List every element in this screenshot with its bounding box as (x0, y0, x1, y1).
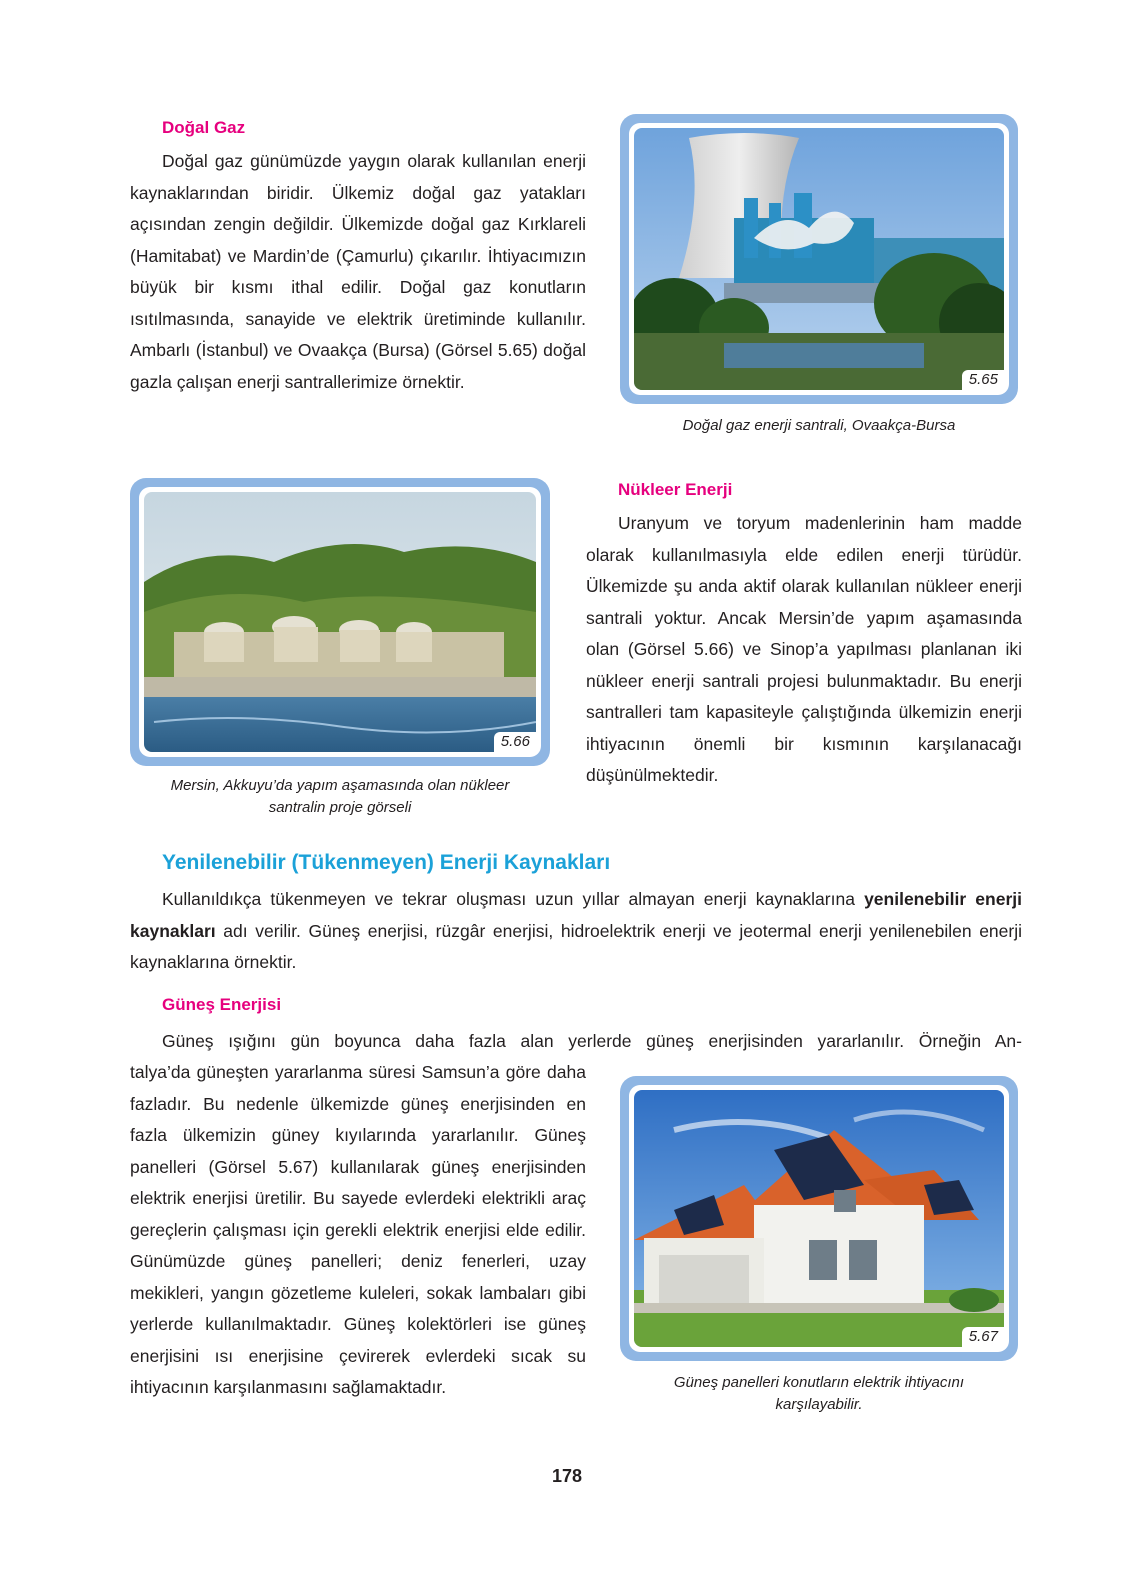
natural-gas-text: Doğal gaz günümüzde yaygın olarak kullanılan enerji kaynaklarından biridir. Ülkemiz doğal gaz yatakları açısından zengin değildir. Ülkemizde doğal gaz Kırklareli (Hamitabat) ve Mardin’de (Çamurlu) çıkarılır. İhtiyacımızın büyük bir kısmı ithal edilir. Doğal gaz konutların ısıtılmasında, sanayide ve elektrik üretiminde kullanılır. Ambarlı (İstanbul) ve Ovaakça (Bursa) (Görsel 5.65) doğal gazla çalışan enerji santrallerimize örnektir. (130, 151, 586, 392)
solar-paragraph (130, 1057, 586, 1404)
figure-5-65 (620, 114, 1018, 404)
page-number: 178 (551, 1466, 583, 1486)
caption-5-66-line1: Mersin, Akkuyu’da yapım aşamasında olan nükleer (170, 777, 510, 794)
solar-house-photo (634, 1090, 1004, 1347)
solar-text: talya’da güneşten yararlanma süresi Samsun’a göre daha fazladır. Bu nedenle ülkemizde güneş enerjisinden en fazla ülkemizin güney kıyılarında yararlanılır. Güneş panelleri (Görsel 5.67) kullanılarak güneş enerjisinden elektrik enerjisi üretilir. Bu sayede evlerdeki elektrikli araç gereçlerin çalışması için gerekli elektrik enerjisi elde edilir. Günümüzde güneş panelleri; deniz fenerleri, uzay mekikleri, yangın gözetleme kuleleri, sokak lambaları gibi yerlerde kullanılmaktadır. Güneş kolektörleri ise güneş enerjisini ısı enerjisine çevirerek evlerdeki sıcak su ihtiyacının karşılanmasını sağlamaktadır. (130, 1062, 586, 1397)
caption-5-65: Doğal gaz enerji santrali, Ovaakça-Bursa (682, 417, 956, 434)
natural-gas-paragraph (130, 146, 586, 398)
natural-gas-heading: Doğal Gaz (162, 118, 246, 137)
caption-5-67 (620, 1372, 1018, 1416)
figure-number-5-66: 5.66 (494, 732, 536, 752)
nuclear-text: Uranyum ve toryum madenlerinin ham madde olarak kullanılmasıyla elde edilen enerji türüdür. Ülkemizde şu anda aktif olarak kullanılan nükleer enerji santrali yoktur. Ancak Mersin’de yapım aşamasında olan (Görsel 5.66) ve Sinop’a yapılması planlanan iki nükleer enerji santrali projesi bulunmaktadır. Bu enerji santralleri tam kapasiteyle çalıştığında ülkemizin enerji ihtiyacının önemli bir kısmının karşılanacağı düşünülmektedir. (586, 513, 1022, 785)
figure-number-5-65: 5.65 (962, 370, 1004, 390)
figure-number-5-67: 5.67 (962, 1327, 1004, 1347)
caption-5-67-line1: Güneş panelleri konutların elektrik ihtiyacını (673, 1374, 965, 1391)
renewable-text-after: adı verilir. Güneş enerjisi, rüzgâr enerjisi, hidroelektrik enerji ve jeotermal enerji yenilenebilen enerji kaynaklarına örnektir. (130, 920, 1022, 972)
gas-plant-photo (634, 128, 1004, 390)
renewable-text-before: Kullanıldıkça tükenmeyen ve tekrar oluşması uzun yıllar almayan enerji kaynaklarına (162, 889, 865, 909)
solar-first-line (130, 1026, 1022, 1058)
renewable-paragraph (130, 884, 1022, 979)
caption-5-67-line2: karşılayabilir. (775, 1396, 863, 1413)
figure-5-67 (620, 1076, 1018, 1361)
renewable-heading: Yenilenebilir (Tükenmeyen) Enerji Kaynakları (162, 851, 611, 874)
solar-first-line-text: Güneş ışığını gün boyunca daha fazla alan yerlerde güneş enerjisinden yararlanılır. Örneğin An- (162, 1031, 1022, 1051)
nuclear-paragraph (586, 508, 1022, 792)
figure-5-66 (130, 478, 550, 766)
nuclear-plant-render (144, 492, 536, 752)
caption-5-66 (130, 775, 550, 819)
renewable-bold-term: yenilenebilir enerji kaynakları (130, 889, 1022, 941)
nuclear-heading: Nükleer Enerji (618, 480, 733, 499)
solar-heading: Güneş Enerjisi (162, 995, 282, 1014)
renewable-text (130, 884, 1022, 979)
caption-5-66-line2: santralin proje görseli (268, 799, 412, 816)
